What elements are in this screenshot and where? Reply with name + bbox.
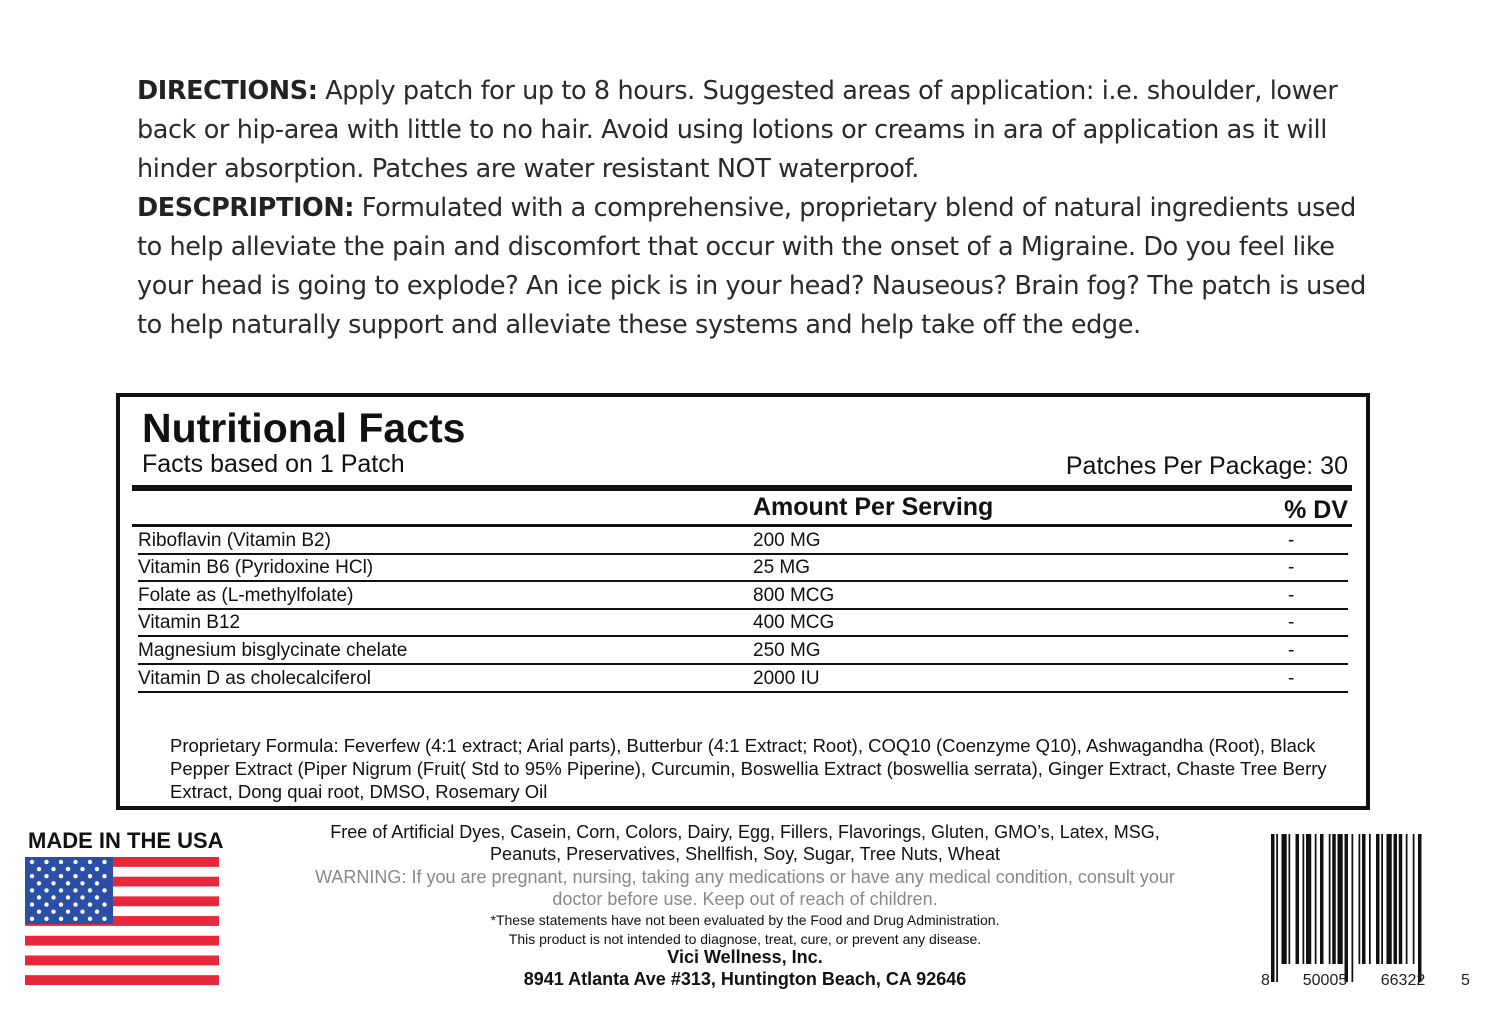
flag-star xyxy=(37,881,41,885)
barcode-bar xyxy=(1345,834,1349,982)
barcode-bar xyxy=(1413,834,1415,964)
flag-star xyxy=(66,910,70,914)
flag-star xyxy=(66,867,70,871)
barcode-bar xyxy=(1303,834,1305,964)
flag-star xyxy=(73,874,77,878)
flag-star xyxy=(30,860,34,864)
flag-star xyxy=(51,867,55,871)
nutrient-amount: 200 MG xyxy=(753,529,821,551)
flag-star xyxy=(88,917,92,921)
barcode-group-1: 50005 xyxy=(1302,972,1348,989)
barcode-bar xyxy=(1315,834,1317,964)
description-paragraph xyxy=(137,189,1382,345)
flag-stripe xyxy=(25,955,219,965)
flag-star xyxy=(73,888,77,892)
barcode-bar xyxy=(1406,834,1408,964)
flag-star xyxy=(30,874,34,878)
nutrition-title: Nutritional Facts xyxy=(142,405,466,451)
barcode-bar xyxy=(1320,834,1324,964)
flag-star xyxy=(80,910,84,914)
company-info xyxy=(300,947,1190,990)
flag-star xyxy=(102,860,106,864)
nutrient-dv: - xyxy=(1288,667,1295,689)
description-text: Formulated with a comprehensive, proprietary blend of natural ingredients used to help alleviate the pain and discomfort that occur with the onset of a Migraine. Do you feel like your head is going to explode? An ice pick is in your head? Nauseous? Brain fog? The patch is used to help naturally support and alleviate these systems and help take off the edge. xyxy=(137,193,1366,340)
flag-star xyxy=(80,881,84,885)
nutrient-dv: - xyxy=(1288,529,1295,551)
nutrient-dv: - xyxy=(1288,557,1295,579)
flag-star xyxy=(102,917,106,921)
nutrient-amount: 250 MG xyxy=(753,639,821,661)
table-row xyxy=(138,555,1348,583)
flag-star xyxy=(37,910,41,914)
flag-stripe xyxy=(25,975,219,985)
flag-star xyxy=(59,902,63,906)
barcode-bar xyxy=(1329,834,1331,964)
daily-value-header: % DV xyxy=(1284,496,1348,524)
flag-star xyxy=(102,874,106,878)
barcode-bar xyxy=(1296,834,1300,964)
table-row xyxy=(138,665,1348,693)
barcode-bar xyxy=(1376,834,1380,964)
flag-star xyxy=(88,902,92,906)
table-row xyxy=(138,527,1348,555)
nutrient-name: Riboflavin (Vitamin B2) xyxy=(138,529,331,551)
flag-star xyxy=(80,867,84,871)
barcode-group-2: 66322 xyxy=(1380,972,1426,989)
flag-star xyxy=(37,895,41,899)
barcode-bar xyxy=(1338,834,1343,964)
flag-star xyxy=(73,860,77,864)
nutrient-dv: - xyxy=(1288,612,1295,634)
flag-star xyxy=(59,888,63,892)
flag-star xyxy=(88,888,92,892)
flag-star xyxy=(44,902,48,906)
thick-divider xyxy=(132,485,1352,491)
free-of-statement: Free of Artificial Dyes, Casein, Corn, Colors, Dairy, Egg, Fillers, Flavorings, Gluten, GMO’s, Latex, MSG, Peanuts, Preservatives, Shellfish, Soy, Sugar, Tree Nuts, Wheat xyxy=(330,822,1160,864)
company-address: 8941 Atlanta Ave #313, Huntington Beach, CA 92646 xyxy=(523,968,967,989)
barcode-bar xyxy=(1282,834,1287,964)
barcode-bar xyxy=(1399,834,1403,964)
flag-star xyxy=(66,881,70,885)
nutrition-facts-panel xyxy=(116,393,1370,810)
nutrient-name: Vitamin D as cholecalciferol xyxy=(138,667,372,689)
flag-stripe xyxy=(25,946,219,956)
barcode-bar xyxy=(1394,834,1398,964)
flag-star xyxy=(51,910,55,914)
barcode-bar xyxy=(1271,834,1275,982)
barcode-bar xyxy=(1362,834,1366,964)
flag-star xyxy=(102,902,106,906)
fda-disclaimer-line-2: This product is not intended to diagnose, treat, cure, or prevent any disease. xyxy=(508,930,982,947)
flag-stripe xyxy=(25,965,219,975)
description-label: DESCPRIPTION: xyxy=(137,193,355,223)
table-row xyxy=(138,610,1348,638)
directions-label: DIRECTIONS: xyxy=(137,76,318,106)
barcode-bar xyxy=(1359,834,1361,964)
flag-star xyxy=(88,874,92,878)
company-name: Vici Wellness, Inc. xyxy=(667,947,823,967)
flag-stripe xyxy=(25,926,219,936)
proprietary-formula: Proprietary Formula: Feverfew (4:1 extract; Arial parts), Butterbur (4:1 Extract; Root), COQ10 (Coenzyme Q10), Ashwagandha (Root), Black Pepper Extract (Piper Nigrum (Fruit( Std to 95% Piperine), Curcumin, Boswellia Extract (boswellia serrata), Ginger Extract, Chaste Tree Berry Extract, Dong quai root, DMSO, Rosemary Oil xyxy=(170,735,1327,802)
barcode-bar xyxy=(1332,834,1336,964)
upc-barcode xyxy=(1255,832,1470,992)
nutrient-table xyxy=(138,527,1348,693)
flag-canton xyxy=(25,857,113,924)
serving-basis: Facts based on 1 Patch xyxy=(142,450,405,478)
flag-star xyxy=(88,860,92,864)
barcode-bar xyxy=(1381,834,1383,964)
nutrient-amount: 25 MG xyxy=(753,557,811,579)
flag-star xyxy=(51,895,55,899)
directions-paragraph xyxy=(137,72,1382,189)
table-row xyxy=(138,637,1348,665)
flag-star xyxy=(44,860,48,864)
flag-star xyxy=(73,902,77,906)
barcode-bar xyxy=(1387,834,1392,964)
nutrient-dv: - xyxy=(1288,639,1295,661)
nutrient-name: Vitamin B6 (Pyridoxine HCl) xyxy=(138,557,374,579)
flag-star xyxy=(44,917,48,921)
flag-star xyxy=(80,895,84,899)
us-flag-icon xyxy=(25,857,219,985)
made-in-usa-label: MADE IN THE USA xyxy=(28,828,224,853)
flag-star xyxy=(30,888,34,892)
flag-star xyxy=(66,895,70,899)
patches-per-package: Patches Per Package: 30 xyxy=(1065,452,1348,480)
directions-text: Apply patch for up to 8 hours. Suggested areas of application: i.e. shoulder, lower back or hip-area with little to no hair. Avoid using lotions or creams in ara of application as it will hinder absorption. Patches are water resistant NOT waterproof. xyxy=(137,76,1338,184)
flag-star xyxy=(102,888,106,892)
table-row xyxy=(138,582,1348,610)
flag-star xyxy=(95,881,99,885)
barcode-bar xyxy=(1306,834,1311,964)
flag-star xyxy=(59,917,63,921)
flag-star xyxy=(59,860,63,864)
flag-star xyxy=(51,881,55,885)
nutrient-name: Vitamin B12 xyxy=(138,612,241,634)
barcode-bar xyxy=(1352,834,1354,982)
nutrient-amount: 400 MCG xyxy=(753,612,835,634)
nutrient-dv: - xyxy=(1288,584,1295,606)
amount-per-serving-header: Amount Per Serving xyxy=(753,493,994,521)
barcode-bar xyxy=(1369,834,1371,964)
flag-star xyxy=(30,917,34,921)
flag-star xyxy=(95,867,99,871)
barcode-right-digit: 5 xyxy=(1461,972,1470,989)
barcode-bar xyxy=(1289,834,1291,964)
flag-stripe xyxy=(25,936,219,946)
flag-star xyxy=(59,874,63,878)
barcode-left-digit: 8 xyxy=(1261,972,1270,989)
nutrient-name: Folate as (L-methylfolate) xyxy=(138,584,354,606)
barcode-bars xyxy=(1271,834,1422,982)
flag-star xyxy=(44,874,48,878)
fda-disclaimer xyxy=(300,911,1190,948)
flag-star xyxy=(95,910,99,914)
nutrient-amount: 2000 IU xyxy=(753,667,820,689)
barcode-bar xyxy=(1418,834,1422,982)
flag-star xyxy=(95,895,99,899)
flag-star xyxy=(30,902,34,906)
fda-disclaimer-line-1: *These statements have not been evaluated by the Food and Drug Administration. xyxy=(490,912,1000,928)
nutrient-amount: 800 MCG xyxy=(753,584,835,606)
warning-statement: WARNING: If you are pregnant, nursing, taking any medications or have any medical condition, consult your doctor before use. Keep out of reach of children. xyxy=(315,867,1175,909)
barcode-bar xyxy=(1276,834,1278,982)
flag-star xyxy=(44,888,48,892)
nutrient-name: Magnesium bisglycinate chelate xyxy=(138,639,408,661)
flag-star xyxy=(37,867,41,871)
product-description-text xyxy=(137,72,1382,345)
flag-star xyxy=(73,917,77,921)
